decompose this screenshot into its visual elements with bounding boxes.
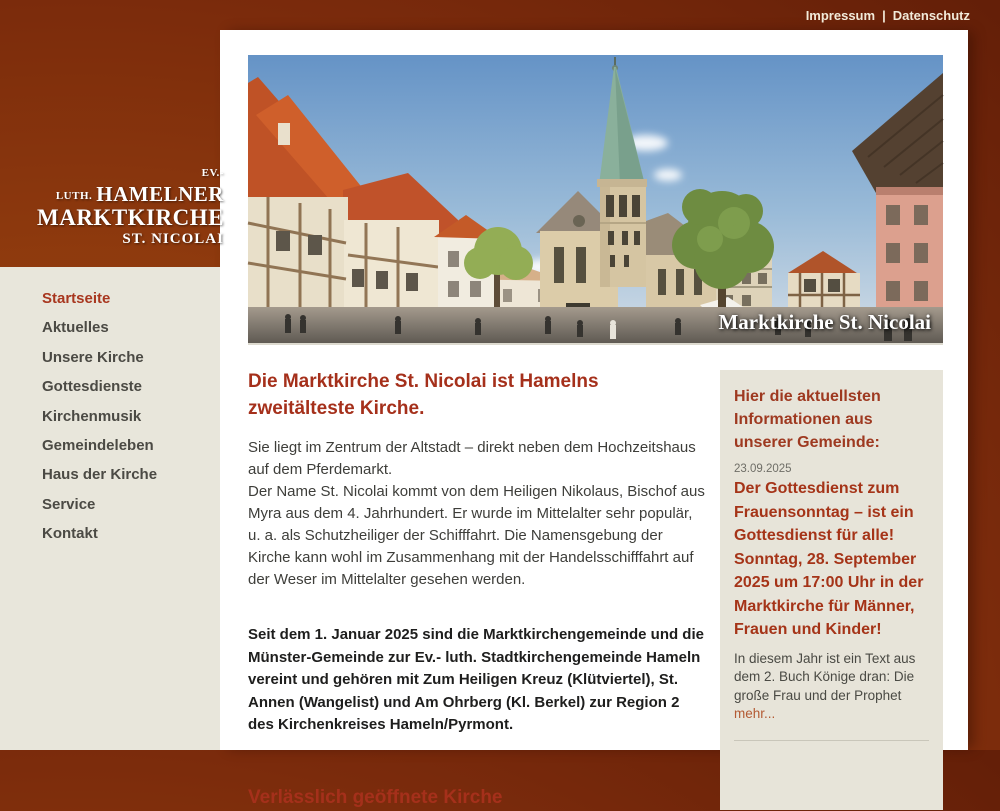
logo-name-sub: ST. NICOLAI <box>122 230 224 247</box>
topbar-separator: | <box>882 8 886 23</box>
logo-prefix: EV.-LUTH. <box>55 167 224 202</box>
news-body-text: In diesem Jahr ist ein Text aus dem 2. Buch Könige dran: Die große Frau und der Prophet <box>734 650 916 703</box>
nav-item-unsere-kirche[interactable]: Unsere Kirche <box>42 348 144 366</box>
news-divider <box>734 740 929 741</box>
hero-photo <box>248 55 943 343</box>
article-heading-2: Verlässlich geöffnete Kirche <box>248 786 503 808</box>
logo-name-main: MARKTKIRCHE <box>37 204 224 230</box>
site-logo[interactable] <box>27 166 224 247</box>
news-date: 23.09.2025 <box>734 463 792 475</box>
nav-item-aktuelles[interactable]: Aktuelles <box>42 319 109 337</box>
nav-item-startseite[interactable]: Startseite <box>42 290 111 307</box>
topbar <box>0 0 1000 30</box>
logo-line-1 <box>37 166 224 206</box>
article-paragraph-1b: Der Name St. Nicolai kommt von dem Heiligen Nikolaus, Bischof aus Myra aus dem 4. Jahrhundert. Er wurde im Mittelalter sehr populär, u. a. als Schutzheiliger der Schifffahrt. Die Namensgebung der Kirche kann wohl im Zusammenhang mit der Handelsschifffahrt auf der Weser im Mittelalter gesehen werden. <box>248 483 705 588</box>
news-box-heading: Hier die aktuellsten Informationen aus unserer Gemeinde: <box>734 388 881 451</box>
hero-caption: Marktkirche St. Nicolai <box>718 310 931 334</box>
article-paragraph-1a: Sie liegt im Zentrum der Altstadt – direkt neben dem Hochzeitshaus auf dem Pferdemarkt. <box>248 439 696 478</box>
datenschutz-link[interactable]: Datenschutz <box>892 8 970 23</box>
news-box <box>720 370 943 810</box>
nav-item-kontakt[interactable]: Kontakt <box>42 525 98 543</box>
news-highlight-text: Der Gottesdienst zum Frauensonntag – ist ein Gottesdienst für alle! Sonntag, 28. September 2025 um 17:00 Uhr in der Marktkirche für Männer, Frauen und Kinder! <box>734 480 924 638</box>
topbar-links <box>806 8 970 23</box>
article-paragraph-2: Seit dem 1. Januar 2025 sind die Marktkirchengemeinde und die Münster-Gemeinde zur Ev.- luth. Stadtkirchengemeinde Hameln vereint und gehören mit Zum Heiligen Kreuz (Klütviertel), St. Annen (Wangelist) und Am Ohrberg (Kl. Berkel) zur Region 2 des Kirchenkreises Hameln/Pyrmont. <box>248 626 704 733</box>
logo-name-top: HAMELNER <box>96 181 224 206</box>
nav-item-haus-der-kirche[interactable]: Haus der Kirche <box>42 466 158 484</box>
article <box>248 368 706 811</box>
content-panel <box>220 30 968 808</box>
impressum-link[interactable]: Impressum <box>805 8 876 23</box>
main-navigation <box>0 284 220 549</box>
article-paragraph-1 <box>248 437 706 591</box>
nav-item-gemeindeleben[interactable]: Gemeindeleben <box>42 436 154 454</box>
nav-item-service[interactable]: Service <box>42 495 96 513</box>
article-heading: Die Marktkirche St. Nicolai ist Hamelns zweitälteste Kirche. <box>248 371 599 419</box>
logo-text <box>37 166 224 247</box>
nav-item-kirchenmusik[interactable]: Kirchenmusik <box>42 407 142 425</box>
nav-item-gottesdienste[interactable]: Gottesdienste <box>42 378 143 396</box>
more-link[interactable]: mehr... <box>734 706 776 721</box>
church-photo-illustration <box>248 55 943 343</box>
